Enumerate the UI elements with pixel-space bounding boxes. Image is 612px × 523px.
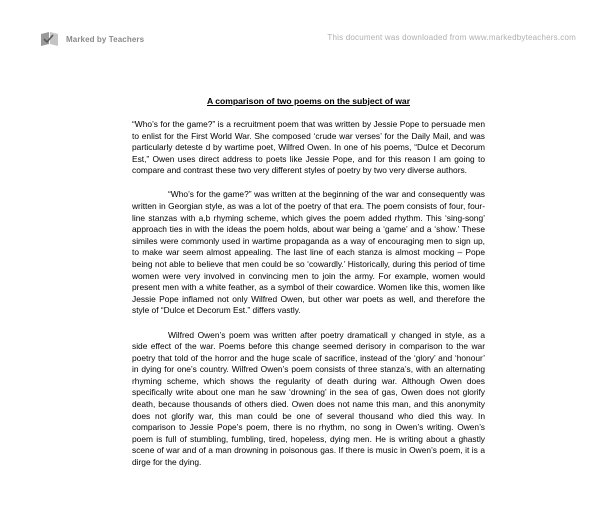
download-note: This document was downloaded from www.markedbyteachers.com	[327, 33, 576, 42]
header-bar	[0, 0, 612, 62]
site-logo[interactable]	[40, 31, 144, 47]
document-title: A comparison of two poems on the subject of war	[206, 96, 411, 106]
paragraph-owen: Wilfred Owen’s poem was written after poetry dramaticall y changed in style, as a side effect of the war. Poems before this change seemed derisory in comparison to the war poetry that told of the horror and the huge scale of sacrifice, instead of the ‘glory’ and ‘honour’ in dying for one’s country. Wilfred Owen’s poem consists of three stanza’s, with an alternating rhyming scheme, which shows the regularity of death during war. Although Owen does specifically write about one man he saw ‘drowning’ in the sea of gas, Owen does not glorify death, because thousands of others died. Owen does not name this man, and this anonymity does not glorify war, this man could be one of several thousand who died this way. In comparison to Jessie Pope’s poem, there is no rhythm, no song in Owen’s writing. Owen’s poem is full of stumbling, fumbling, tired, hopeless, dying men. He is writing about a ghastly scene of war and of a man drowning in poisonous gas. If there is music in Owen’s poem, it is a dirge for the dying.	[132, 329, 485, 468]
paragraph-pope: “Who’s for the game?” was written at the beginning of the war and consequently was written in Georgian style, as was a lot of the poetry of that era. The poem consists of four, four-line stanzas with a,b rhyming scheme, which gives the poem added rhythm. This ‘sing-song’ approach ties in with the ideas the poem holds, about war being a ‘game’ and a ‘show.’ These similes were commonly used in wartime propaganda as a way of encouraging men to sign up, to make war seem almost appealing. The last line of each stanza is almost mocking – Pope being not able to believe that men could be so ‘cowardly.’ Historically, during this period of time women were very involved in convincing men to join the army. For example, women would present men with a white feather, as a symbol of their cowardice. Women like this, women like Jessie Pope inflamed not only Wilfred Owen, but other war poets as well, and therefore the style of “Dulce et Decorum Est.” differs vastly.	[132, 189, 485, 316]
logo-text: Marked by Teachers	[66, 34, 145, 44]
logo-icon	[40, 31, 62, 47]
document-page	[132, 96, 485, 481]
paragraph-intro: “Who’s for the game?” is a recruitment poem that was written by Jessie Pope to persuade men to enlist for the First World War. She composed ‘crude war verses’ for the Daily Mail, and was particularly deteste d by wartime poet, Wilfred Owen. In one of his poems, “Dulce et Decorum Est,” Owen uses direct address to poets like Jessie Pope, and for this reason I am going to compare and contrast these two very different styles of poetry by two very diverse authors.	[132, 119, 485, 176]
